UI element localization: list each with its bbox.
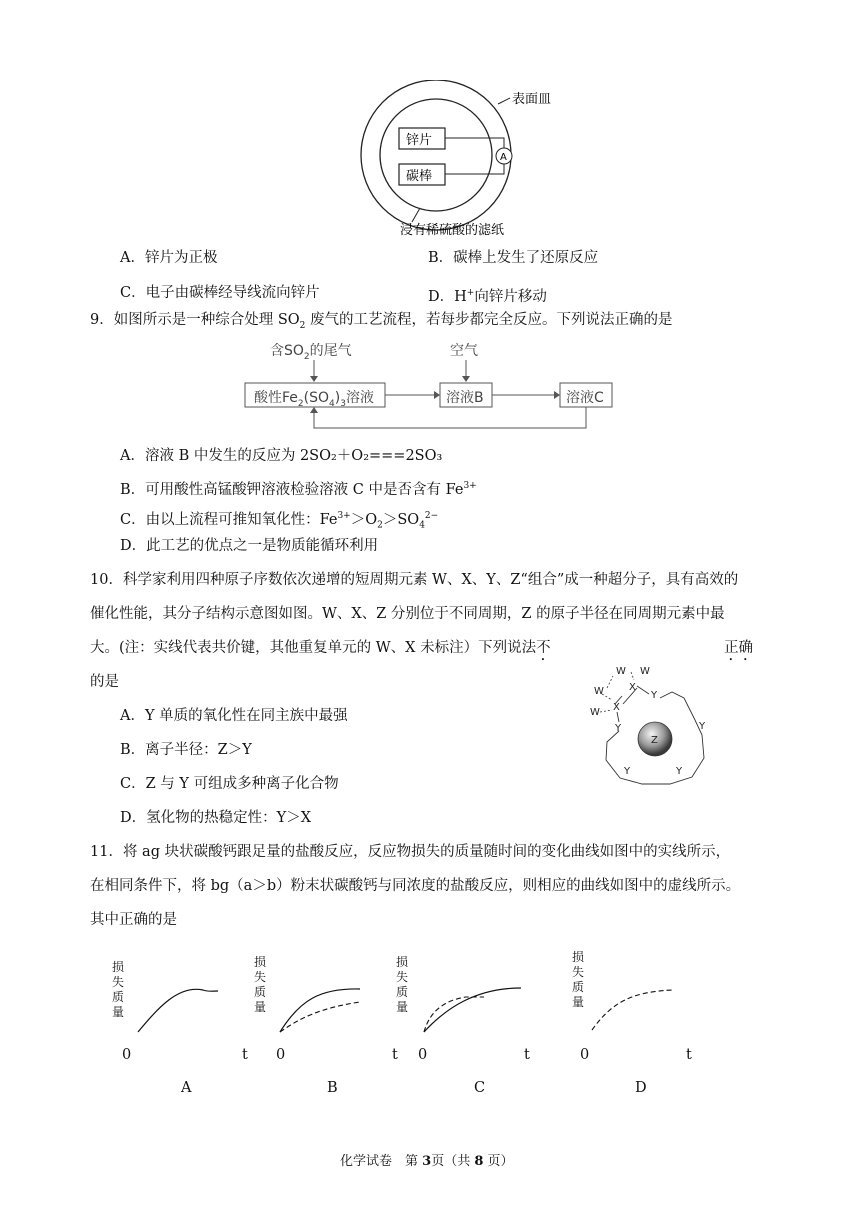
x-atom: X: [613, 702, 620, 713]
q10-stem-line4: 的是: [90, 674, 119, 690]
carbon-label: 碳棒: [406, 169, 433, 184]
t-label-d: t: [686, 1047, 692, 1063]
q11-graph-b: [250, 950, 400, 1100]
q8-cell-diagram: [340, 80, 580, 240]
w-atom: W: [594, 686, 604, 697]
ammeter-label: A: [500, 152, 507, 163]
z-atom: Z: [651, 735, 658, 746]
box2-label: 溶液B: [446, 390, 484, 406]
ylabel-a: 损失质量: [112, 960, 125, 1019]
origin-c: 0: [418, 1047, 428, 1063]
solid-curve: [138, 989, 218, 1032]
q8-option-a: A．锌片为正极: [120, 250, 218, 266]
w-atom: W: [640, 666, 650, 677]
graph-label-a: A: [181, 1080, 192, 1096]
q11-stem-line3: 其中正确的是: [90, 912, 177, 928]
q9-flowchart: [240, 340, 620, 440]
q11-stem-line1: 11．将 ag 块状碳酸钙跟足量的盐酸反应，反应物损失的质量随时间的变化曲线如图中的实线所示，: [90, 844, 731, 860]
zinc-label: 锌片: [406, 133, 433, 148]
q9-option-a: A．溶液 B 中发生的反应为 2SO₂＋O₂===2SO₃: [120, 448, 443, 464]
t-label-b: t: [392, 1047, 398, 1063]
q8-option-d: D．H+向锌片移动: [428, 288, 547, 305]
y-atom: Y: [651, 690, 658, 701]
graph-label-d: D: [635, 1080, 647, 1096]
dashed-curve: [592, 990, 672, 1030]
box3-label: 溶液C: [566, 390, 604, 406]
emphasis-not: 不: [536, 640, 551, 656]
q9-option-b: B．可用酸性高锰酸钾溶液检验溶液 C 中是否含有 $Fe^{3+}$: [120, 481, 477, 498]
dashed-curve: [424, 997, 484, 1032]
q9-option-c: C．由以上流程可推知氧化性：$Fe^{3+}>O_2>SO_4^{2-}$: [120, 511, 439, 531]
dashed-curve: [280, 1002, 360, 1032]
q10-option-a: A．Y 单质的氧化性在同主族中最强: [120, 708, 348, 724]
t-label-a: t: [242, 1047, 248, 1063]
q9-stem: 9．如图所示是一种综合处理 $SO_2$ 废气的工艺流程，若每步都完全反应。下列说法正确的是: [90, 312, 673, 331]
w-atom: W: [590, 707, 600, 718]
y-atom: Y: [699, 721, 706, 732]
page-footer: 化学试卷 第 3页（共 8 页）: [340, 1154, 514, 1169]
graph-label-b: B: [327, 1080, 338, 1096]
solid-curve: [280, 989, 360, 1032]
watch-glass-inner: [380, 99, 492, 211]
y-atom: Y: [615, 723, 622, 734]
q8-option-b: B．碳棒上发生了还原反应: [428, 250, 599, 266]
q10-stem-line1: 10．科学家利用四种原子序数依次递增的短周期元素 W、X、Y、Z“组合”成一种超分子，具有高效的: [90, 572, 739, 588]
ylabel-b: 损失质量: [254, 955, 267, 1014]
solid-curve: [424, 988, 521, 1032]
q10-stem-line2: 催化性能，其分子结构示意图如图。W、X、Z 分别位于不同周期，Z 的原子半径在同周期元素中最: [90, 606, 725, 622]
y-atom: Y: [676, 766, 683, 777]
x-atom: X: [629, 682, 636, 693]
q10-option-b: B．离子半径：Z＞Y: [120, 742, 252, 758]
dish-label: 表面皿: [512, 92, 552, 107]
origin-b: 0: [276, 1047, 286, 1063]
q10-option-c: C．Z 与 Y 可组成多种离子化合物: [120, 776, 339, 792]
t-label-c: t: [524, 1047, 530, 1063]
origin-a: 0: [122, 1047, 132, 1063]
emphasis-correct: 正确: [724, 640, 753, 656]
ylabel-c: 损失质量: [396, 955, 409, 1014]
graph-label-c: C: [474, 1080, 486, 1096]
q11-graph-c: [396, 950, 546, 1100]
tail-gas-label: 含$SO_2$的尾气: [270, 343, 352, 362]
w-atom: W: [616, 666, 626, 677]
q10-option-d: D．氢化物的热稳定性：Y＞X: [120, 810, 312, 826]
y-atom: Y: [624, 766, 631, 777]
ylabel-d: 损失质量: [572, 950, 585, 1009]
air-label: 空气: [450, 343, 478, 359]
q10-stem-line3: 大。(注：实线代表共价键，其他重复单元的 W、X 未标注）下列说法不: [90, 640, 551, 656]
watch-glass-outer: [361, 80, 511, 230]
supramolecule-diagram: [582, 660, 762, 800]
origin-d: 0: [580, 1047, 590, 1063]
q8-option-c: C．电子由碳棒经导线流向锌片: [120, 285, 320, 301]
q11-stem-line2: 在相同条件下，将 bg（a＞b）粉末状碳酸钙与同浓度的盐酸反应，则相应的曲线如图中的虚线所示。: [90, 878, 741, 894]
q9-option-d: D．此工艺的优点之一是物质能循环利用: [120, 538, 379, 554]
filter-paper-label: 浸有稀硫酸的滤纸: [400, 223, 505, 238]
box1-label: 酸性$Fe_2(SO_4)_3$溶液: [254, 390, 374, 409]
